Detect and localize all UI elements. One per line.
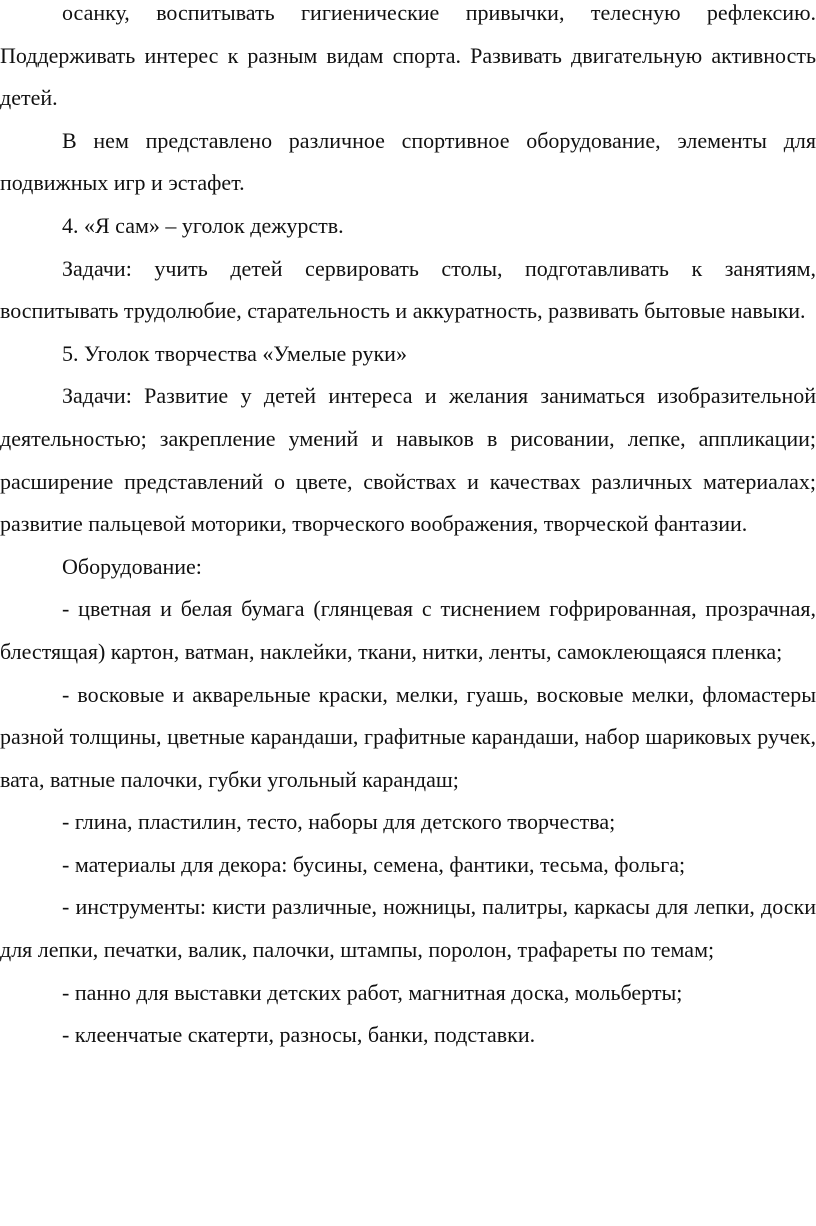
heading-equipment: Оборудование: [62,553,202,579]
paragraph-duty-tasks: Задачи: учить детей сервировать столы, подготавливать к занятиям, воспитывать трудолюбие, старательность и аккуратность, развивать бытовые навыки. [0,255,816,324]
list-item-tools: - инструменты: кисти различные, ножницы, палитры, каркасы для лепки, доски для лепки, печатки, валик, палочки, штампы, поролон, трафареты по темам; [0,894,816,963]
list-item-paper: - цветная и белая бумага (глянцевая с тиснением гофрированная, прозрачная, блестящая) картон, ватман, наклейки, ткани, нитки, ленты, самоклеющаяся пленка; [0,596,816,664]
paragraph-posture: осанку, воспитывать гигиенические привычки, телесную рефлексию. Поддерживать интерес к разным видам спорта. Развивать двигательную активность детей. [0,0,816,111]
heading-creativity-corner: 5. Уголок творчества «Умелые руки» [62,340,407,366]
list-item-tablecloths: - клеенчатые скатерти, разносы, банки, подставки. [62,1022,536,1048]
list-item-clay: - глина, пластилин, тесто, наборы для детского творчества; [62,809,616,835]
paragraph-creativity-tasks: Задачи: Развитие у детей интереса и желания заниматься изобразительной деятельностью; закрепление умений и навыков в рисовании, лепке, аппликации; расширение представлений о цвете, свойствах и качествах различных материалах; развитие пальцевой моторики, творческого воображения, творческой фантазии. [0,383,816,537]
list-item-paints: - восковые и акварельные краски, мелки, гуашь, восковые мелки, фломастеры разной толщины, цветные карандаши, графитные карандаши, набор шариковых ручек, вата, ватные палочки, губки угольный карандаш; [0,681,816,792]
list-item-decor: - материалы для декора: бусины, семена, фантики, тесьма, фольга; [62,851,686,877]
list-item-display: - панно для выставки детских работ, магнитная доска, мольберты; [62,979,683,1005]
heading-duty-corner: 4. «Я сам» – уголок дежурств. [62,212,344,238]
paragraph-sports-equipment: В нем представлено различное спортивное оборудование, элементы для подвижных игр и эстафет. [0,127,816,196]
